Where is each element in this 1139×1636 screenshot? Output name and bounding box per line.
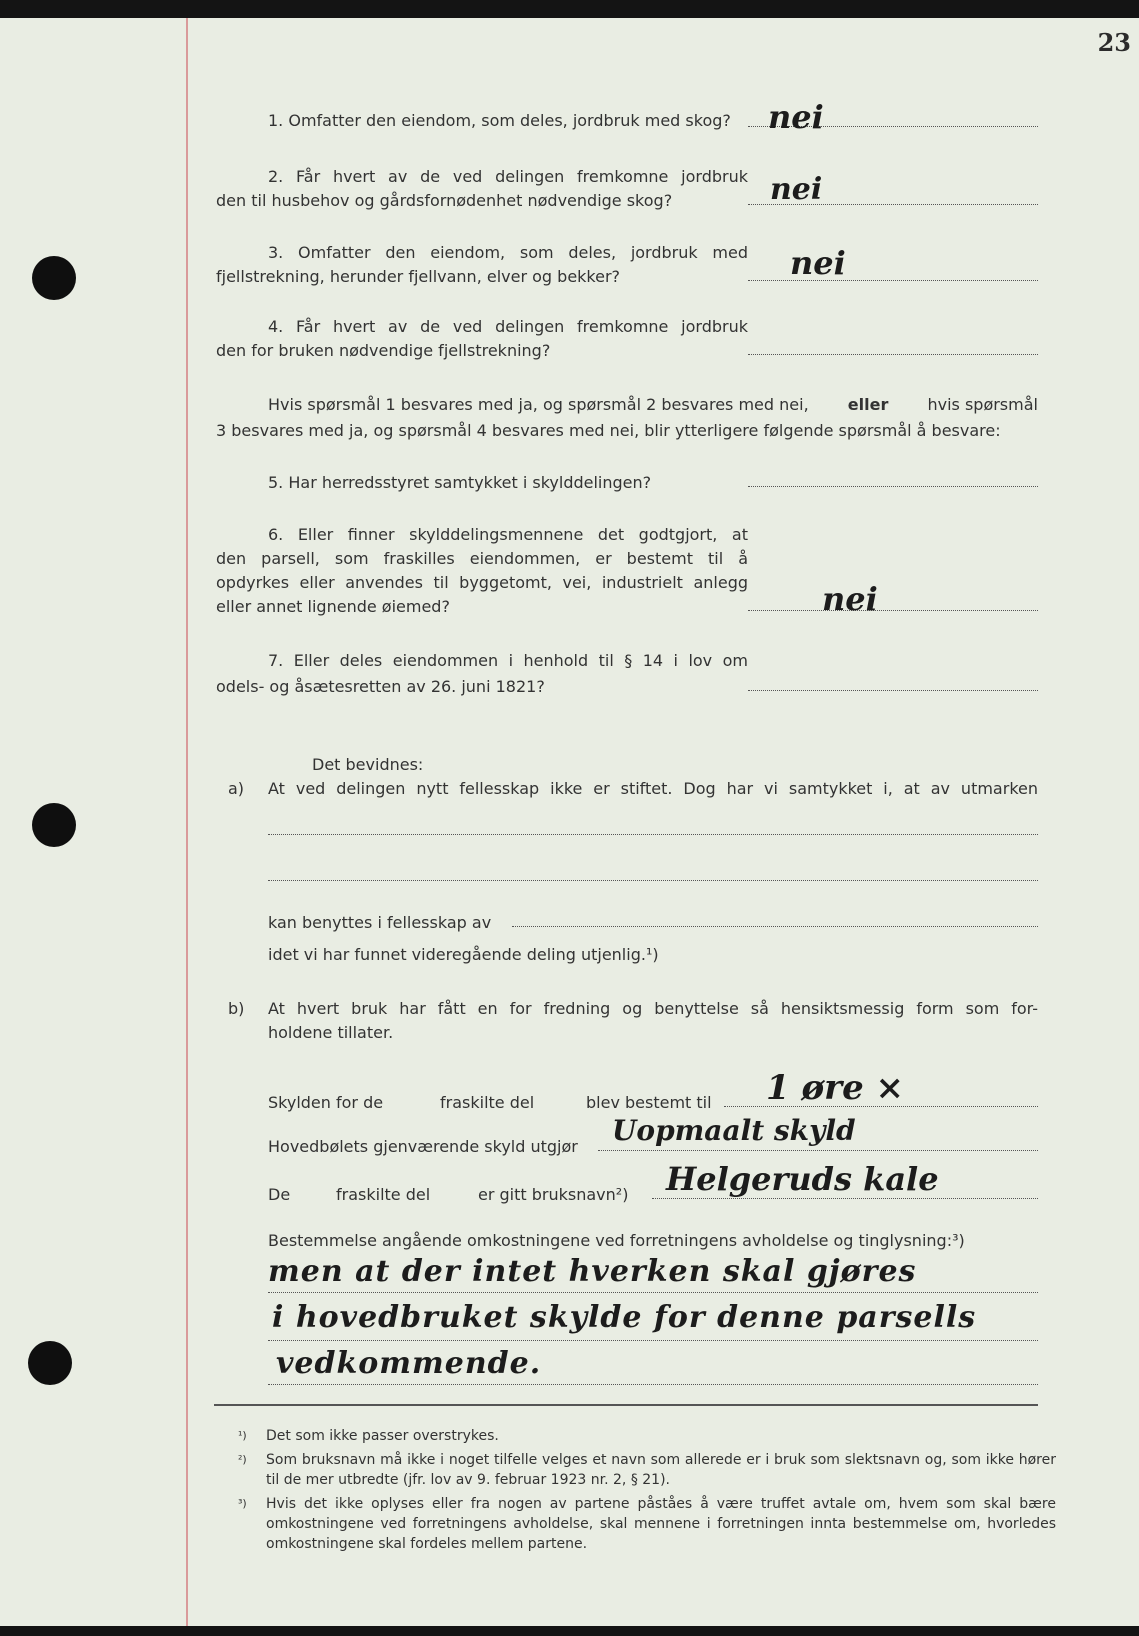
item-a-reason: idet vi har funnet videregående deling utjenlig.¹) — [268, 945, 659, 964]
question-3-line-2: fjellstrekning, herunder fjellvann, elver og bekker? — [216, 267, 621, 286]
handwritten-cost-line-3: vedkommende. — [276, 1346, 542, 1381]
hoved-label: Hovedbølets gjenværende skyld utgjør — [268, 1137, 578, 1156]
binder-hole-top — [32, 256, 76, 300]
cost-line-1 — [268, 1292, 1038, 1293]
answer-line-6 — [748, 610, 1038, 611]
condition-line-1-start: Hvis spørsmål 1 besvares med ja, og spørsmål 2 besvares med nei, — [268, 395, 809, 414]
question-7-line-1: 7. Eller deles eiendommen i henhold til § 14 i lov om — [268, 651, 748, 670]
footnote-1-text: Det som ikke passer overstrykes. — [266, 1428, 499, 1444]
question-4-line-2: den for bruken nødvendige fjellstrekning? — [216, 341, 551, 360]
cost-line-2 — [268, 1340, 1038, 1341]
handwritten-hoved-value: Uopmaalt skyld — [612, 1114, 856, 1147]
certification-heading: Det bevidnes: — [312, 755, 424, 774]
condition-line-1 — [268, 392, 1038, 418]
footnote-3-text: Hvis det ikke oplyses eller fra nogen av partene påståes å være truffet avtale om, hvem som skal bære omkostningene ved forretningens avholdelse, skal mennene i forretningen innta bestemmelse om, hvorledes omkostningene skal fordeles mellem partene. — [266, 1496, 1056, 1552]
handwritten-answer-3: nei — [790, 244, 846, 282]
footnote-2-text: Som bruksnavn må ikke i noget tilfelle velges et navn som allerede er i bruk som slektsnavn og, som ikke hører til de mer utbredte (jfr. lov av 9. februar 1923 nr. 2, § 21). — [266, 1452, 1056, 1488]
page-number: 23 — [1097, 28, 1131, 57]
question-6-line-2: den parsell, som fraskilles eiendommen, er bestemt til å — [216, 549, 748, 568]
footnote-1 — [238, 1426, 1058, 1446]
skyld-label-3: blev bestemt til — [586, 1093, 712, 1112]
handwritten-answer-2: nei — [770, 172, 823, 207]
footnote-2 — [238, 1450, 1058, 1490]
scan-top-edge — [0, 0, 1139, 18]
bruk-label-3: er gitt bruksnavn²) — [478, 1185, 629, 1204]
binder-hole-bottom — [28, 1341, 72, 1385]
skyld-label-2: fraskilte del — [440, 1093, 535, 1112]
margin-rule — [186, 18, 188, 1626]
skyld-label-1: Skylden for de — [268, 1093, 384, 1112]
question-1: 1. Omfatter den eiendom, som deles, jordbruk med skog? — [268, 111, 731, 130]
item-a-shared-use: kan benyttes i fellesskap av — [268, 913, 492, 932]
question-7-line-2: odels- og åsætesretten av 26. juni 1821? — [216, 677, 545, 696]
binder-hole-middle — [32, 803, 76, 847]
answer-line-5 — [748, 486, 1038, 487]
question-6-line-3: opdyrkes eller anvendes til byggetomt, vei, industrielt anlegg — [216, 573, 748, 592]
handwritten-cost-line-1: men at der intet hverken skal gjøres — [268, 1254, 917, 1289]
condition-line-1-end: hvis spørsmål — [927, 395, 1038, 414]
item-a-text: At ved delingen nytt fellesskap ikke er stiftet. Dog har vi samtykket i, at av utmarken — [268, 779, 1038, 798]
cost-line-3 — [268, 1384, 1038, 1385]
footnote-2-marker: ²) — [238, 1453, 247, 1466]
answer-line-4 — [748, 354, 1038, 355]
hoved-line — [598, 1150, 1038, 1151]
item-a-marker: a) — [228, 779, 245, 798]
question-4-line-1: 4. Får hvert av de ved delingen fremkomne jordbruk — [268, 317, 748, 336]
item-b-line-2: holdene tillater. — [268, 1023, 394, 1042]
footnote-3-marker: ³) — [238, 1497, 247, 1510]
handwritten-answer-1: nei — [768, 98, 824, 136]
footnote-1-marker: ¹) — [238, 1429, 247, 1442]
question-3-line-1: 3. Omfatter den eiendom, som deles, jordbruk med — [268, 243, 748, 262]
cost-label: Bestemmelse angående omkostningene ved forretningens avholdelse og tinglysning:³) — [268, 1231, 965, 1250]
item-a-shared-use-line — [512, 926, 1038, 927]
bruk-line — [652, 1198, 1038, 1199]
footnote-3 — [238, 1494, 1058, 1554]
question-6-line-4: eller annet lignende øiemed? — [216, 597, 450, 616]
handwritten-bruk-value: Helgeruds kale — [666, 1160, 939, 1198]
condition-line-2: 3 besvares med ja, og spørsmål 4 besvares med nei, blir ytterligere følgende spørsmål å besvare: — [216, 421, 1001, 440]
handwritten-skyld-value: 1 øre × — [766, 1068, 905, 1108]
bruk-label-2: fraskilte del — [336, 1185, 431, 1204]
footnote-separator — [214, 1404, 1038, 1406]
item-a-blank-line-2 — [268, 880, 1038, 881]
bruk-label-1: De — [268, 1185, 291, 1204]
handwritten-answer-6: nei — [822, 580, 878, 618]
handwritten-cost-line-2: i hovedbruket skylde for denne parsells — [272, 1300, 977, 1335]
question-2-line-1: 2. Får hvert av de ved delingen fremkomne jordbruk — [268, 167, 748, 186]
scan-bottom-edge — [0, 1626, 1139, 1636]
question-6-line-1: 6. Eller finner skylddelingsmennene det godtgjort, at — [268, 525, 748, 544]
question-2-line-2: den til husbehov og gårdsfornødenhet nødvendige skog? — [216, 191, 673, 210]
item-a-blank-line-1 — [268, 834, 1038, 835]
condition-emphasis: eller — [847, 395, 889, 414]
item-b-line-1: At hvert bruk har fått en for fredning og benyttelse så hensiktsmessig form som for- — [268, 999, 1038, 1018]
question-5: 5. Har herredsstyret samtykket i skylddelingen? — [268, 473, 652, 492]
item-b-marker: b) — [228, 999, 245, 1018]
answer-line-7 — [748, 690, 1038, 691]
